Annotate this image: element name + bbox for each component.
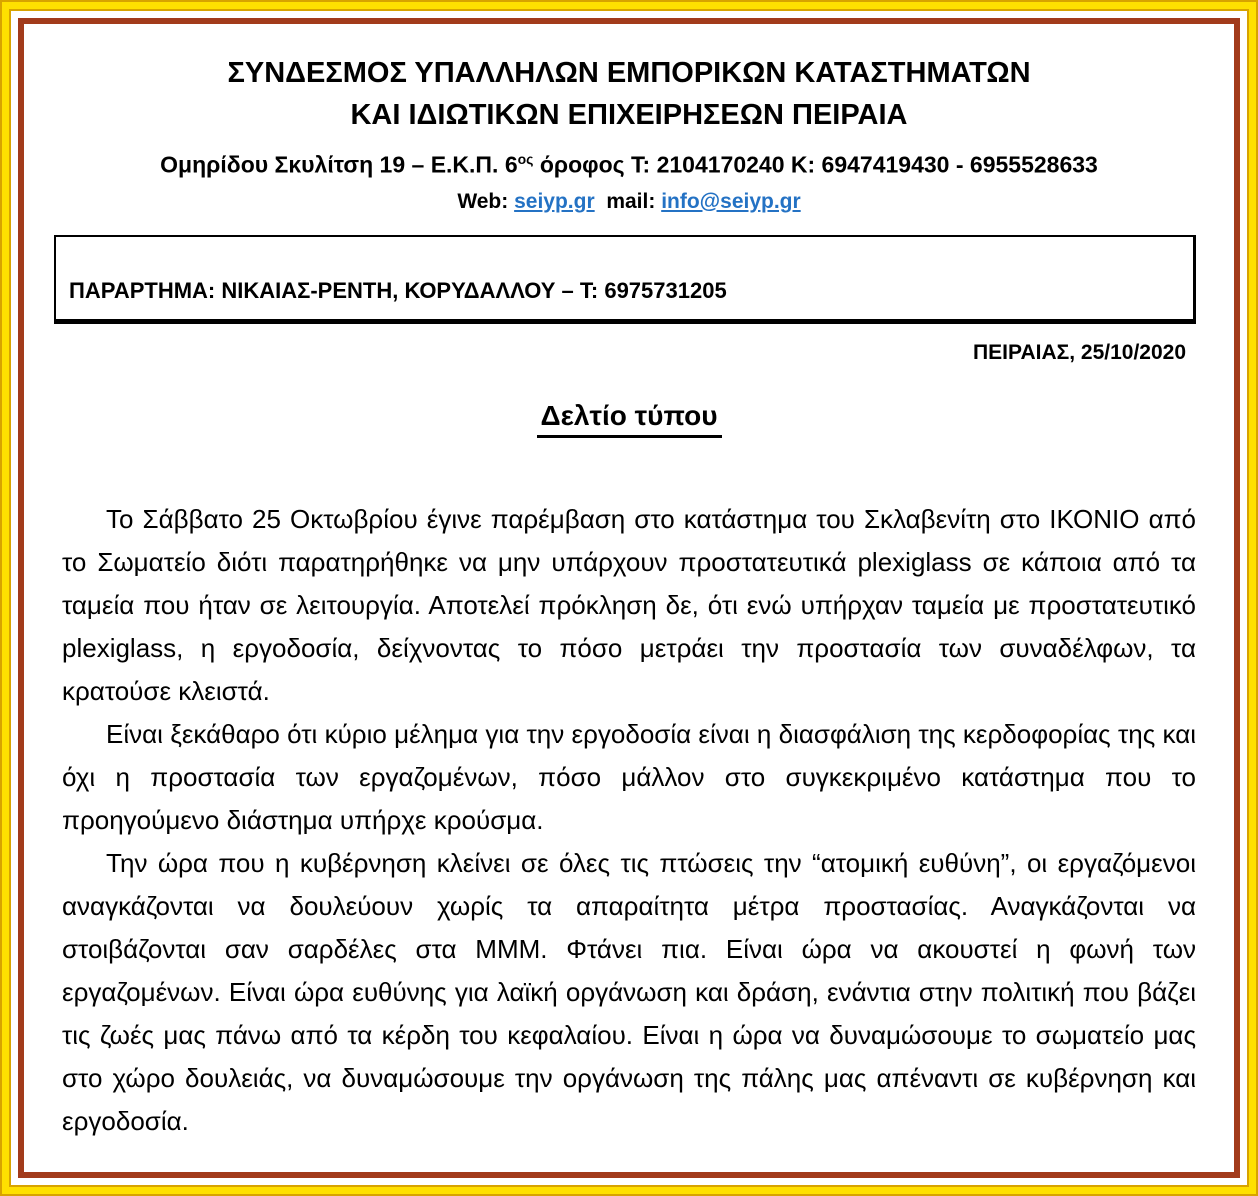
address-line (62, 143, 1196, 181)
page-frame-rust (18, 18, 1240, 1178)
email-link[interactable]: info@seiyp.gr (661, 189, 801, 213)
branch-box-text: ΠΑΡΑΡΤΗΜΑ: ΝΙΚΑΙΑΣ-ΡΕΝΤΗ, ΚΟΡΥΔΑΛΛΟΥ – Τ: 6975731205 (69, 277, 727, 303)
press-release-heading-row (62, 400, 1196, 438)
press-release-body (62, 498, 1196, 1143)
branch-box (54, 235, 1196, 324)
press-release-heading: Δελτίο τύπου (537, 400, 722, 438)
body-paragraph-2: Είναι ξεκάθαρο ότι κύριο μέλημα για την εργοδοσία είναι η διασφάλιση της κερδοφορίας της και όχι η προστασία των εργαζομένων, πόσο μάλλον στο συγκεκριμένο κατάστημα που το προηγούμενο διάστημα υπήρχε κρούσμα. (62, 718, 1196, 835)
web-mail-line (62, 187, 1196, 216)
address-ordinal-superscript: ος (517, 151, 534, 167)
body-paragraph-1: Το Σάββατο 25 Οκτωβρίου έγινε παρέμβαση στο κατάστημα του Σκλαβενίτη στο ΙΚΟΝΙΟ από το Σωματείο διότι παρατηρήθηκε να μην υπάρχουν προστατευτικά plexiglass σε κάποια από τα ταμεία που ήταν σε λειτουργία. Αποτελεί πρόκληση δε, ότι ενώ υπήρχαν ταμεία με προστατευτικό plexiglass, η εργοδοσία, δείχνοντας το πόσο μετράει την προστασία των συναδέλφων, τα κρατούσε κλειστά. (62, 503, 1196, 706)
document-content (24, 24, 1234, 1172)
dateline: ΠΕΙΡΑΙΑΣ, 25/10/2020 (973, 340, 1186, 364)
org-subtitle: ΚΑΙ ΙΔΙΩΤΙΚΩΝ ΕΠΙΧΕΙΡΗΣΕΩΝ ΠΕΙΡΑΙΑ (350, 99, 908, 131)
website-link[interactable]: seiyp.gr (514, 189, 595, 213)
page-frame-white-gap (11, 11, 1247, 1185)
page-frame-gold-inner (9, 9, 1249, 1187)
body-paragraph-3: Την ώρα που η κυβέρνηση κλείνει σε όλες τις πτώσεις την “ατομική ευθύνη”, οι εργαζόμενοι αναγκάζονται να δουλεύουν χωρίς τα απαραίτητα μέτρα προστασίας. Αναγκάζονται να στοιβάζονται σαν σαρδέλες στα ΜΜΜ. Φτάνει πια. Είναι ώρα να ακουστεί η φωνή των εργαζομένων. Είναι ώρα ευθύνης για λαϊκή οργάνωση και δράση, ενάντια στην πολιτική που βάζει τις ζωές μας πάνω από τα κέρδη του κεφαλαίου. Είναι η ώρα να δυναμώσουμε το σωματείο μας στο χώρο δουλειάς, να δυναμώσουμε την οργάνωση της πάλης μας απέναντι σε κυβέρνηση και εργοδοσία. (62, 847, 1196, 1136)
org-title: ΣΥΝΔΕΣΜΟΣ ΥΠΑΛΛΗΛΩΝ ΕΜΠΟΡΙΚΩΝ ΚΑΤΑΣΤΗΜΑΤΩΝ (227, 57, 1031, 89)
mail-label: mail: (606, 189, 656, 213)
address-prefix: Ομηρίδου Σκυλίτση 19 – Ε.Κ.Π. 6 (160, 151, 518, 178)
page-frame-yellow (2, 2, 1256, 1194)
address-suffix: όροφος Τ: 2104170240 Κ: 6947419430 - 6955528633 (533, 151, 1098, 178)
web-label: Web: (457, 189, 509, 213)
